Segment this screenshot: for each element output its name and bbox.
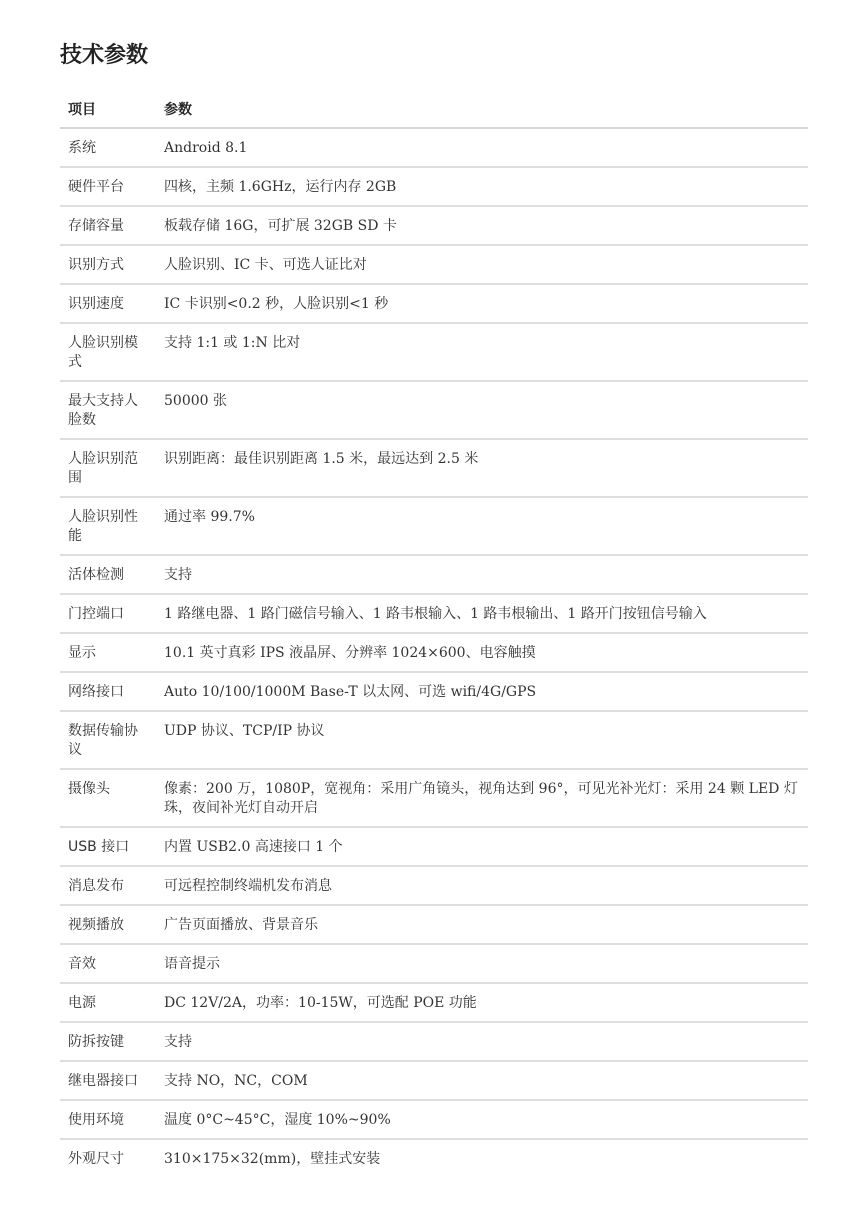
row-value: 像素：200 万，1080P，宽视角：采用广角镜头，视角达到 96°，可见光补光灯：采用 24 颗 LED 灯珠，夜间补光灯自动开启 xyxy=(156,769,808,827)
row-key: 硬件平台 xyxy=(60,167,156,206)
row-value: 10.1 英寸真彩 IPS 液晶屏、分辨率 1024×600、电容触摸 xyxy=(156,633,808,672)
table-row xyxy=(60,167,808,206)
table-row xyxy=(60,439,808,497)
row-key: 系统 xyxy=(60,128,156,167)
table-row xyxy=(60,672,808,711)
row-key: 活体检测 xyxy=(60,555,156,594)
row-key: 人脸识别范围 xyxy=(60,439,156,497)
row-value: 通过率 99.7% xyxy=(156,497,808,555)
row-value: 识别距离：最佳识别距离 1.5 米，最远达到 2.5 米 xyxy=(156,439,808,497)
row-value: 语音提示 xyxy=(156,944,808,983)
row-key: 数据传输协议 xyxy=(60,711,156,769)
row-value: 支持 xyxy=(156,555,808,594)
row-value: 1 路继电器、1 路门磁信号输入、1 路韦根输入、1 路韦根输出、1 路开门按钮信号输入 xyxy=(156,594,808,633)
row-key: 网络接口 xyxy=(60,672,156,711)
row-key: 电源 xyxy=(60,983,156,1022)
row-value: 板载存储 16G，可扩展 32GB SD 卡 xyxy=(156,206,808,245)
row-value: 四核，主频 1.6GHz，运行内存 2GB xyxy=(156,167,808,206)
table-row xyxy=(60,245,808,284)
row-key: 显示 xyxy=(60,633,156,672)
row-key: 摄像头 xyxy=(60,769,156,827)
row-value: 广告页面播放、背景音乐 xyxy=(156,905,808,944)
table-row xyxy=(60,1100,808,1139)
row-key: 识别速度 xyxy=(60,284,156,323)
row-key: 最大支持人脸数 xyxy=(60,381,156,439)
row-key: 外观尺寸 xyxy=(68,1151,124,1167)
row-key: 消息发布 xyxy=(60,866,156,905)
spec-table xyxy=(60,91,808,1177)
row-value: 可远程控制终端机发布消息 xyxy=(156,866,808,905)
row-key: 使用环境 xyxy=(60,1100,156,1139)
table-row xyxy=(60,497,808,555)
row-value: IC 卡识别<0.2 秒，人脸识别<1 秒 xyxy=(156,284,808,323)
row-value: 50000 张 xyxy=(156,381,808,439)
row-key: 防拆按键 xyxy=(60,1022,156,1061)
row-value: 支持 1:1 或 1:N 比对 xyxy=(156,323,808,381)
table-row xyxy=(60,128,808,167)
column-header-item: 项目 xyxy=(60,91,156,128)
row-value: Auto 10/100/1000M Base-T 以太网、可选 wifi/4G/GPS xyxy=(156,672,808,711)
row-key: 视频播放 xyxy=(60,905,156,944)
row-value: 310×175×32(mm)，壁挂式安装 xyxy=(164,1151,381,1167)
row-value: 人脸识别、IC 卡、可选人证比对 xyxy=(156,245,808,284)
table-row xyxy=(60,711,808,769)
row-key: 人脸识别性能 xyxy=(60,497,156,555)
table-row xyxy=(60,323,808,381)
table-row xyxy=(60,381,808,439)
row-key: 继电器接口 xyxy=(60,1061,156,1100)
table-row xyxy=(60,827,808,866)
row-key: 音效 xyxy=(60,944,156,983)
row-key: 识别方式 xyxy=(60,245,156,284)
row-key: USB 接口 xyxy=(60,827,156,866)
row-key: 存储容量 xyxy=(60,206,156,245)
page-title: 技术参数 xyxy=(60,43,149,68)
table-header-row xyxy=(60,91,808,128)
table-row xyxy=(60,866,808,905)
row-value: UDP 协议、TCP/IP 协议 xyxy=(156,711,808,769)
row-value: DC 12V/2A，功率：10-15W，可选配 POE 功能 xyxy=(156,983,808,1022)
table-row xyxy=(60,1061,808,1100)
table-row xyxy=(60,284,808,323)
column-header-param: 参数 xyxy=(156,91,808,128)
row-value: 支持 xyxy=(156,1022,808,1061)
table-row xyxy=(60,1022,808,1061)
row-value: 支持 NO，NC，COM xyxy=(156,1061,808,1100)
row-value: Android 8.1 xyxy=(156,128,808,167)
table-row xyxy=(60,769,808,827)
row-key: 门控端口 xyxy=(60,594,156,633)
table-row xyxy=(60,983,808,1022)
table-row xyxy=(60,1139,808,1177)
row-key: 人脸识别模式 xyxy=(60,323,156,381)
row-value: 内置 USB2.0 高速接口 1 个 xyxy=(156,827,808,866)
table-row xyxy=(60,555,808,594)
table-row xyxy=(60,944,808,983)
table-row xyxy=(60,206,808,245)
table-row xyxy=(60,594,808,633)
table-row xyxy=(60,633,808,672)
table-row xyxy=(60,905,808,944)
row-value: 温度 0°C~45°C，湿度 10%~90% xyxy=(156,1100,808,1139)
